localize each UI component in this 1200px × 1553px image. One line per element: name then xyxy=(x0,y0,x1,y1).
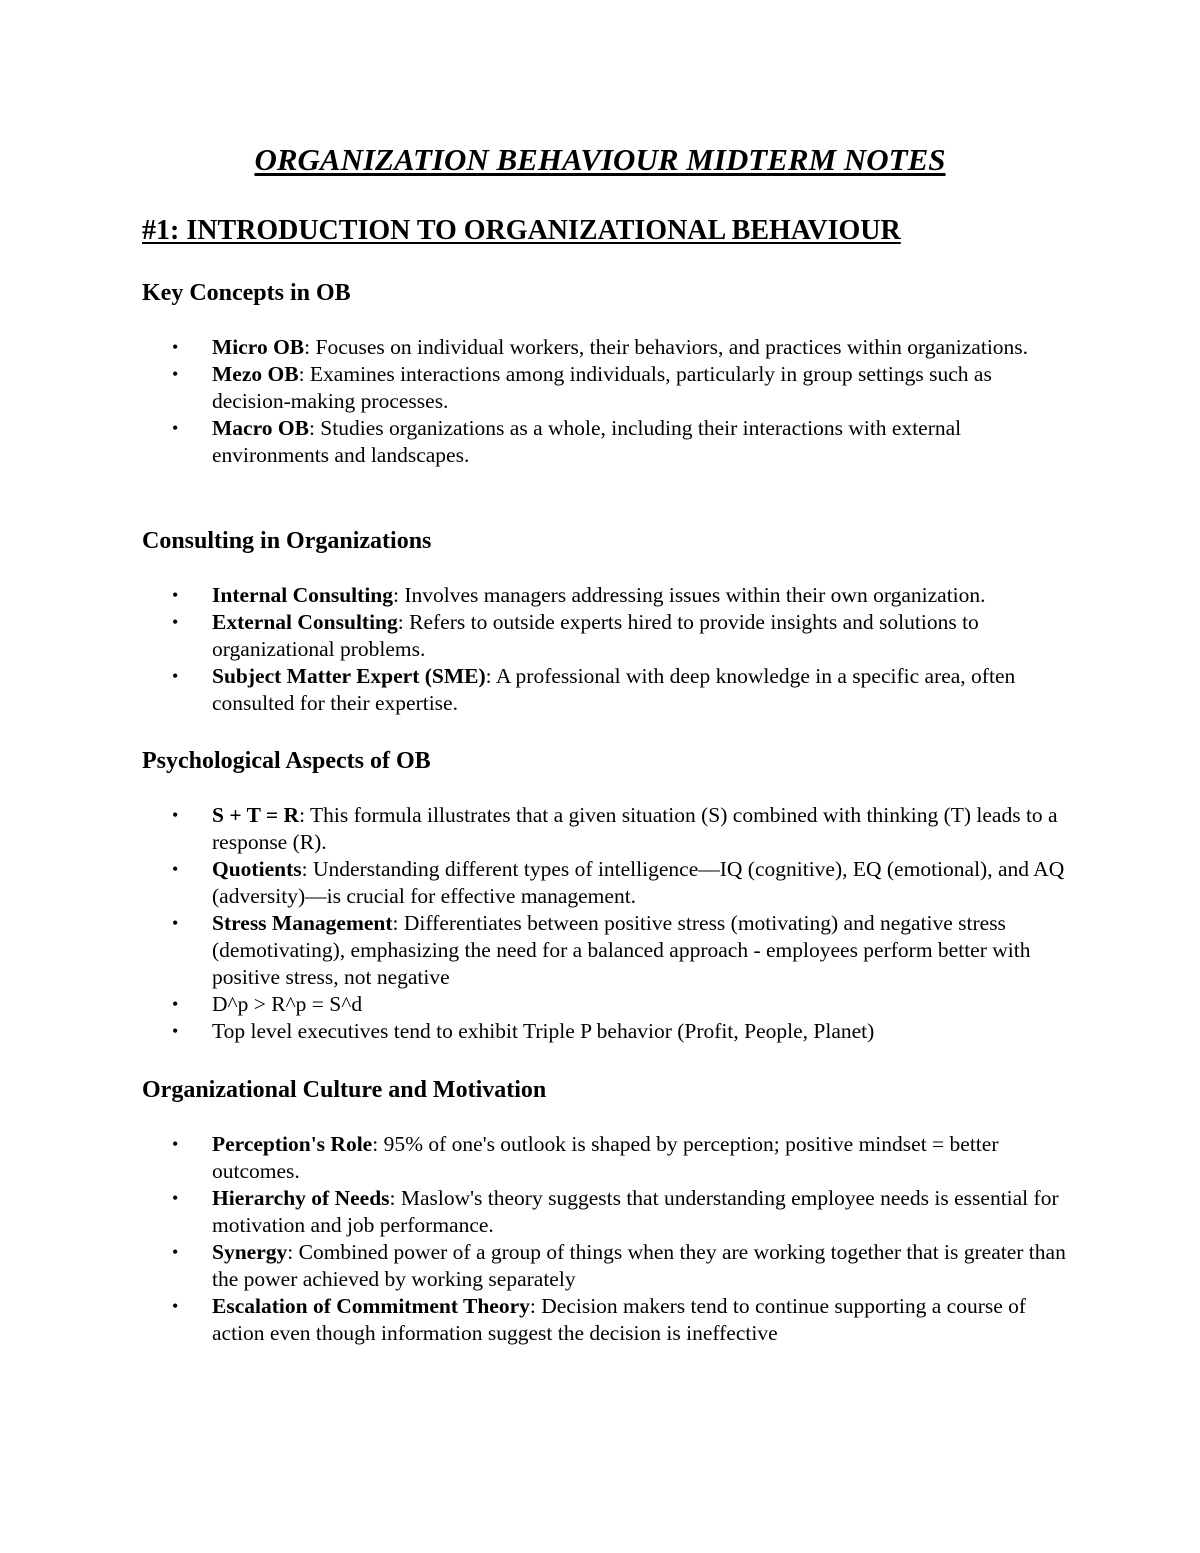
bullet-icon: • xyxy=(172,1021,179,1041)
item-term: Perception's Role xyxy=(212,1132,373,1156)
list-item xyxy=(142,415,1072,469)
item-text: : A professional with deep knowledge in a specific area, often consulted for their expertise. xyxy=(212,664,1016,715)
section-heading: Key Concepts in OB xyxy=(142,280,351,306)
bullet-icon: • xyxy=(172,337,179,357)
list-item xyxy=(142,856,1072,910)
bullet-icon: • xyxy=(172,805,179,825)
list-item xyxy=(142,1131,1072,1185)
item-term: Subject Matter Expert (SME) xyxy=(212,664,486,688)
item-text: : Refers to outside experts hired to provide insights and solutions to organizational problems. xyxy=(212,610,979,661)
list-item xyxy=(142,1239,1072,1293)
list-item xyxy=(142,663,1072,717)
item-term: Stress Management xyxy=(212,911,393,935)
item-text: : This formula illustrates that a given situation (S) combined with thinking (T) leads to a response (R). xyxy=(212,803,1058,854)
bullet-list xyxy=(142,582,1072,717)
item-text: D^p > R^p = S^d xyxy=(212,992,363,1016)
list-item xyxy=(142,361,1072,415)
bullet-icon: • xyxy=(172,1188,179,1208)
item-text: : Understanding different types of intelligence—IQ (cognitive), EQ (emotional), and AQ (adversity)—is crucial for effective management. xyxy=(212,857,1065,908)
list-item xyxy=(142,582,1072,609)
item-term: Quotients xyxy=(212,857,302,881)
bullet-icon: • xyxy=(172,1134,179,1154)
item-text: : Combined power of a group of things when they are working together that is greater than the power achieved by working separately xyxy=(212,1240,1066,1291)
bullet-icon: • xyxy=(172,913,179,933)
item-text: : Maslow's theory suggests that understanding employee needs is essential for motivation and job performance. xyxy=(212,1186,1059,1237)
section-key-concepts xyxy=(142,278,1072,469)
section-heading: Organizational Culture and Motivation xyxy=(142,1077,547,1103)
document-title: ORGANIZATION BEHAVIOUR MIDTERM NOTES xyxy=(254,142,946,177)
item-text: : Focuses on individual workers, their behaviors, and practices within organizations. xyxy=(304,335,1029,359)
section-consulting xyxy=(142,526,1072,717)
section-psychological-aspects xyxy=(142,746,1072,1045)
item-term: Micro OB xyxy=(212,335,305,359)
item-term: Internal Consulting xyxy=(212,583,393,607)
item-text: : Studies organizations as a whole, including their interactions with external environments and landscapes. xyxy=(212,416,962,467)
list-item xyxy=(142,802,1072,856)
list-item xyxy=(142,910,1072,991)
item-text: Top level executives tend to exhibit Triple P behavior (Profit, People, Planet) xyxy=(212,1019,875,1043)
item-term: External Consulting xyxy=(212,610,398,634)
bullet-list xyxy=(142,802,1072,1045)
item-text: : 95% of one's outlook is shaped by perception; positive mindset = better outcomes. xyxy=(212,1132,999,1183)
item-text: : Decision makers tend to continue supporting a course of action even though information suggest the decision is ineffective xyxy=(212,1294,1027,1345)
bullet-icon: • xyxy=(172,666,179,686)
bullet-icon: • xyxy=(172,859,179,879)
item-term: Synergy xyxy=(212,1240,288,1264)
list-item xyxy=(142,334,1072,361)
bullet-list xyxy=(142,1131,1072,1347)
list-item xyxy=(142,1018,1072,1045)
list-item xyxy=(142,1185,1072,1239)
list-item xyxy=(142,609,1072,663)
item-text: : Examines interactions among individuals, particularly in group settings such as decision-making processes. xyxy=(212,362,992,413)
section-culture-motivation xyxy=(142,1075,1072,1347)
section-heading: Psychological Aspects of OB xyxy=(142,748,431,774)
chapter-title: #1: INTRODUCTION TO ORGANIZATIONAL BEHAVIOUR xyxy=(142,215,901,246)
bullet-icon: • xyxy=(172,1242,179,1262)
bullet-icon: • xyxy=(172,994,179,1014)
item-term: S + T = R xyxy=(212,803,300,827)
item-term: Escalation of Commitment Theory xyxy=(212,1294,530,1318)
bullet-icon: • xyxy=(172,1296,179,1316)
bullet-icon: • xyxy=(172,585,179,605)
item-term: Mezo OB xyxy=(212,362,299,386)
bullet-list xyxy=(142,334,1072,469)
list-item xyxy=(142,991,1072,1018)
list-item xyxy=(142,1293,1072,1347)
bullet-icon: • xyxy=(172,612,179,632)
item-text: : Differentiates between positive stress (motivating) and negative stress (demotivating), emphasizing the need for a balanced approach - employees perform better with positive stress, not negative xyxy=(212,911,1031,989)
bullet-icon: • xyxy=(172,418,179,438)
item-term: Macro OB xyxy=(212,416,309,440)
item-term: Hierarchy of Needs xyxy=(212,1186,390,1210)
item-text: : Involves managers addressing issues within their own organization. xyxy=(393,583,986,607)
section-heading: Consulting in Organizations xyxy=(142,528,432,554)
bullet-icon: • xyxy=(172,364,179,384)
